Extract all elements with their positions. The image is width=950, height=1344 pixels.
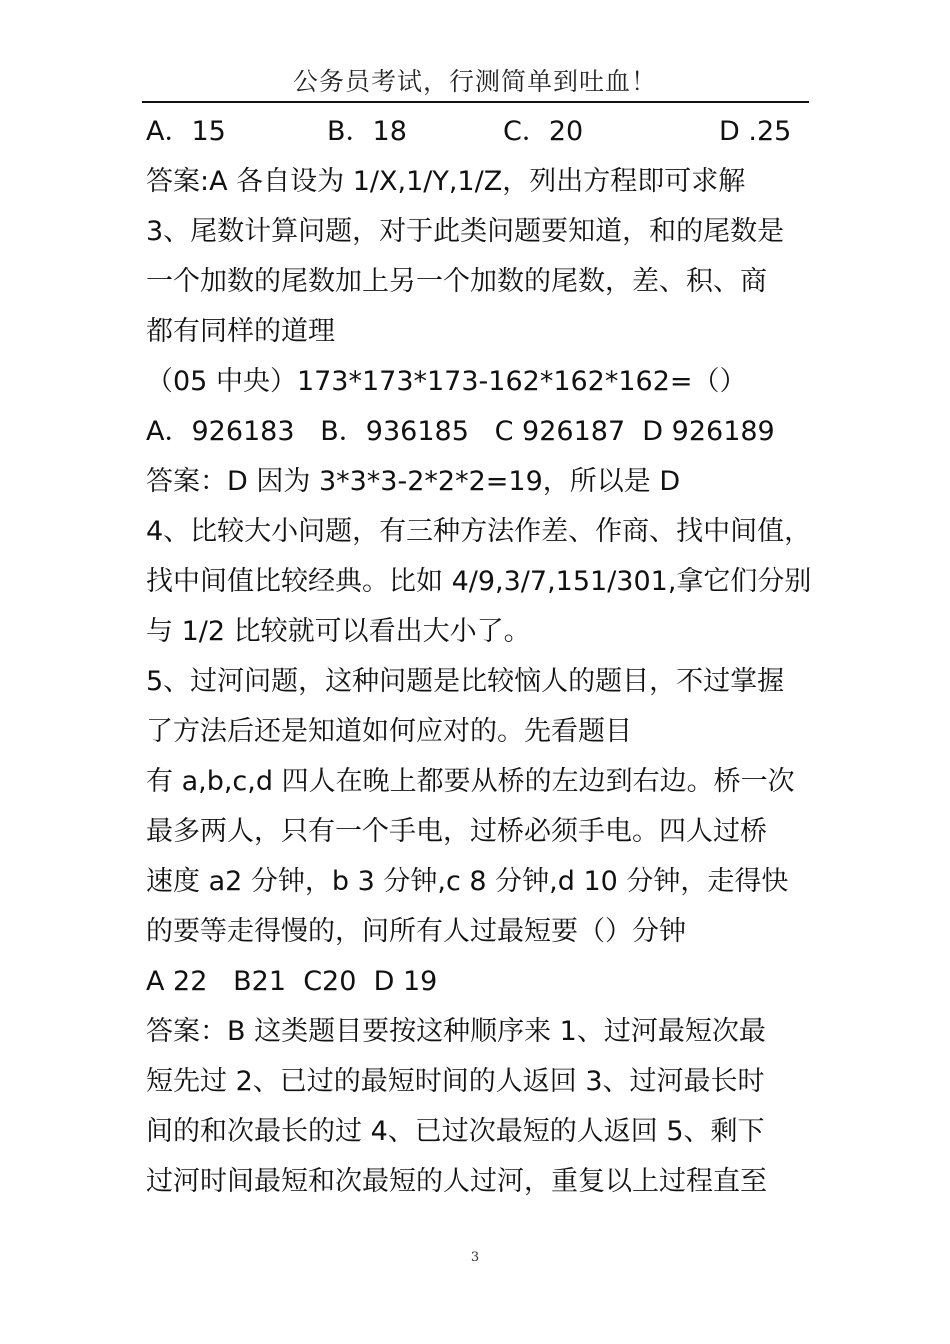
answer-options-row — [146, 107, 811, 157]
text-line: 一个加数的尾数加上另一个加数的尾数，差、积、商 — [146, 266, 767, 297]
text-line: 的要等走得慢的，问所有人过最短要（）分钟 — [146, 916, 686, 947]
text-line: 都有同样的道理 — [146, 316, 335, 347]
text-line: 4、比较大小问题，有三种方法作差、作商、找中间值， — [146, 516, 811, 547]
option-a: A．15 — [146, 116, 226, 147]
text-line: 短先过 2、已过的最短时间的人返回 3、过河最长时 — [146, 1066, 765, 1097]
text-line: 最多两人，只有一个手电，过桥必须手电。四人过桥 — [146, 816, 767, 847]
page-number: 3 — [470, 1250, 480, 1265]
text-line: A．926183 B．936185 C 926187 D 926189 — [146, 416, 775, 447]
text-line: （05 中央）173*173*173-162*162*162=（） — [146, 366, 747, 397]
text-line: 答案：B 这类题目要按这种顺序来 1、过河最短次最 — [146, 1016, 766, 1047]
text-line: 间的和次最长的过 4、已过次最短的人返回 5、剩下 — [146, 1116, 765, 1147]
text-line: 3、尾数计算问题，对于此类问题要知道，和的尾数是 — [146, 216, 785, 247]
text-line: 5、过河问题，这种问题是比较恼人的题目，不过掌握 — [146, 666, 785, 697]
document-body — [146, 107, 811, 1207]
header-divider — [142, 101, 809, 103]
text-line: A 22 B21 C20 D 19 — [146, 966, 438, 997]
text-line: 答案：D 因为 3*3*3-2*2*2=19，所以是 D — [146, 466, 681, 497]
page-header-title: 公务员考试，行测简单到吐血！ — [292, 67, 657, 96]
text-line: 与 1/2 比较就可以看出大小了。 — [146, 616, 531, 647]
text-line: 速度 a2 分钟，b 3 分钟,c 8 分钟,d 10 分钟，走得快 — [146, 866, 789, 897]
option-c: C．20 — [503, 116, 584, 147]
option-d: D .25 — [719, 116, 792, 147]
option-b: B．18 — [327, 116, 407, 147]
text-line: 答案:A 各自设为 1/X,1/Y,1/Z，列出方程即可求解 — [146, 166, 746, 197]
text-line: 过河时间最短和次最短的人过河，重复以上过程直至 — [146, 1166, 767, 1197]
text-line: 了方法后还是知道如何应对的。先看题目 — [146, 716, 632, 747]
text-line: 有 a,b,c,d 四人在晚上都要从桥的左边到右边。桥一次 — [146, 766, 795, 797]
text-line: 找中间值比较经典。比如 4/9,3/7,151/301,拿它们分别 — [146, 566, 811, 597]
